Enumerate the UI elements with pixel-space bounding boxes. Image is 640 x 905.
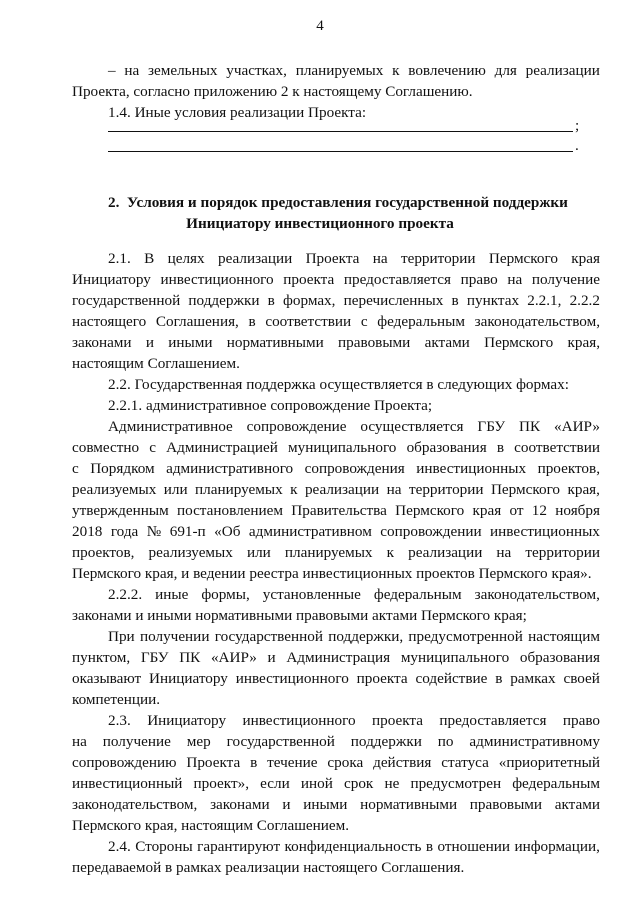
word: информации, xyxy=(514,838,600,855)
word: в xyxy=(451,292,459,309)
word: иной xyxy=(300,775,333,792)
p-admin-line-2 xyxy=(72,438,600,458)
word: содействие xyxy=(415,670,488,687)
word: на xyxy=(386,481,402,498)
word: законодательством, xyxy=(474,586,600,603)
page-number: 4 xyxy=(316,18,324,34)
word: к xyxy=(392,62,400,79)
word: своей xyxy=(563,670,600,687)
word: получении xyxy=(139,628,210,645)
word: иными xyxy=(303,796,348,813)
word: территории xyxy=(525,544,600,561)
word: иными xyxy=(168,334,213,351)
word: Стороны xyxy=(135,838,193,855)
p-2-4-line-1 xyxy=(108,837,600,857)
word: на xyxy=(72,733,87,750)
word: федеральным xyxy=(512,775,600,792)
word: получение xyxy=(102,733,171,750)
word: если xyxy=(260,775,290,792)
word: административному xyxy=(469,733,600,750)
word: края, xyxy=(567,481,600,498)
p-admin-line-4 xyxy=(72,480,600,500)
word: и xyxy=(145,334,154,351)
word: административного xyxy=(166,460,294,477)
word: статуса xyxy=(441,754,489,771)
word: федеральным xyxy=(377,313,465,330)
word: настоящего xyxy=(72,313,147,330)
word: территории xyxy=(400,250,476,267)
word: к xyxy=(290,481,298,498)
word: законами xyxy=(72,334,132,351)
word: в xyxy=(248,313,256,330)
word: правовыми xyxy=(469,796,543,813)
p-admin-line-1 xyxy=(108,417,600,437)
word: территории xyxy=(408,481,484,498)
item-1-4: 1.4. Иные условия реализации Проекта: xyxy=(108,104,367,121)
section-heading-line-2: Инициатору инвестиционного проекта xyxy=(186,215,454,232)
word: ПК xyxy=(179,649,201,666)
word: постановлением xyxy=(176,502,283,519)
word: государственной xyxy=(214,628,323,645)
word: на xyxy=(372,250,388,267)
word: не xyxy=(384,775,400,792)
p-2-2-line-1: 2.2. Государственная поддержка осуществляется в следующих формах: xyxy=(108,376,569,393)
word: Инициатору xyxy=(72,271,151,288)
word: конфиденциальность xyxy=(284,838,422,855)
word: Пермского xyxy=(395,502,465,519)
word: При xyxy=(108,628,135,645)
word: Проекта xyxy=(186,754,241,771)
p-admin-line-6 xyxy=(72,522,600,542)
word: «АИР» xyxy=(210,649,257,666)
word: предоставляется xyxy=(439,712,547,729)
word: федеральным xyxy=(373,586,462,603)
word: края xyxy=(472,502,502,519)
word: настоящим xyxy=(528,628,600,645)
p-2-1-line-2 xyxy=(72,270,600,290)
word: Проекта xyxy=(305,250,360,267)
word: право xyxy=(460,271,498,288)
word: инвестиционного xyxy=(242,712,356,729)
word: или xyxy=(246,544,271,561)
word: Административное xyxy=(108,418,233,435)
word: Соглашения, xyxy=(155,313,239,330)
p-2-2-1: 2.2.1. административное сопровождение Проекта; xyxy=(108,397,433,414)
word: в xyxy=(267,292,275,309)
word: в xyxy=(495,670,503,687)
word: № xyxy=(146,523,162,540)
word: Администрация xyxy=(286,649,391,666)
word: и xyxy=(282,796,291,813)
word: целях xyxy=(167,250,205,267)
word: «приоритетный xyxy=(498,754,600,771)
word: сопровождению xyxy=(72,754,177,771)
word: по xyxy=(437,733,454,750)
intro-line-1 xyxy=(108,61,600,81)
word: на xyxy=(507,271,523,288)
blank-line-2 xyxy=(108,151,573,152)
section-heading-line-1: 2. Условия и порядок предоставления государственной поддержки xyxy=(108,194,568,211)
p-admin-line-5 xyxy=(72,501,600,521)
word: с xyxy=(72,460,79,477)
word: Пермского xyxy=(490,481,561,498)
word: сопровождение xyxy=(246,418,347,435)
word: поддержки xyxy=(350,733,422,750)
word: инвестиционных xyxy=(490,523,600,540)
p-2-1-line-3 xyxy=(72,291,600,311)
word: сопровождения xyxy=(304,460,405,477)
word: 2.1. xyxy=(108,250,131,267)
word: реализуемых xyxy=(148,544,233,561)
word: пунктах xyxy=(466,292,520,309)
word: право xyxy=(562,712,600,729)
word: и xyxy=(267,649,276,666)
word: на xyxy=(124,62,140,79)
p-2-3-line-4 xyxy=(72,774,600,794)
word: с xyxy=(360,313,368,330)
word: поддержки xyxy=(188,292,260,309)
word: правовыми xyxy=(338,334,411,351)
word: законами xyxy=(210,796,270,813)
word: срока xyxy=(327,754,364,771)
word: в xyxy=(250,754,258,771)
blank-line-1-end: ; xyxy=(575,117,580,134)
word: проекта xyxy=(371,712,423,729)
p-2-3-line-2 xyxy=(72,732,600,752)
word: края xyxy=(571,250,600,267)
word: образования xyxy=(406,439,487,456)
word: в xyxy=(425,838,434,855)
p-2-2-2-line-2: законами и иными нормативными правовыми актами Пермского края; xyxy=(72,607,527,624)
word: 2.2.2 xyxy=(569,292,600,309)
word: для xyxy=(494,62,517,79)
word: пунктом, xyxy=(72,649,131,666)
word: года xyxy=(110,523,139,540)
word: инвестиционных xyxy=(416,460,527,477)
word: «Об xyxy=(214,523,241,540)
word: участках, xyxy=(226,62,287,79)
word: или xyxy=(163,481,188,498)
word: получение xyxy=(531,271,600,288)
word: проект», xyxy=(193,775,249,792)
word: предусмотрен xyxy=(410,775,502,792)
word: планируемых xyxy=(284,544,373,561)
word: отношении xyxy=(437,838,511,855)
word: вовлечению xyxy=(408,62,486,79)
word: Порядком xyxy=(90,460,155,477)
word: края, xyxy=(567,334,600,351)
word: актами xyxy=(554,796,600,813)
word: 2.3. xyxy=(108,712,131,729)
word: нормативными xyxy=(226,334,324,351)
p-2-1-line-6: настоящим Соглашением. xyxy=(72,355,240,372)
word: законодательством, xyxy=(72,796,198,813)
word: реализации xyxy=(217,250,293,267)
word: 691-п xyxy=(169,523,206,540)
word: – xyxy=(108,62,116,79)
word: ПК xyxy=(519,418,541,435)
p-admin-line-3 xyxy=(72,459,600,479)
word: реализуемых xyxy=(72,481,157,498)
word: Инициатору xyxy=(149,670,228,687)
word: сопровождении xyxy=(380,523,482,540)
word: Пермского xyxy=(484,334,554,351)
word: поддержки, xyxy=(328,628,404,645)
word: формы, xyxy=(201,586,250,603)
word: 2.2.1, xyxy=(527,292,562,309)
intro-line-2: Проекта, согласно приложению 2 к настоящему Соглашению. xyxy=(72,83,473,100)
word: «АИР» xyxy=(554,418,600,435)
word: 2.4. xyxy=(108,838,131,855)
word: инвестиционного xyxy=(160,271,274,288)
word: ГБУ xyxy=(477,418,506,435)
word: перечисленных xyxy=(343,292,444,309)
word: законодательством, xyxy=(474,313,600,330)
word: соответствии xyxy=(514,439,600,456)
word: формах, xyxy=(283,292,336,309)
word: ГБУ xyxy=(140,649,169,666)
word: реализации xyxy=(525,62,600,79)
word: Правительства xyxy=(291,502,387,519)
blank-line-2-end: . xyxy=(575,137,579,154)
word: Инициатору xyxy=(147,712,227,729)
word: реализации xyxy=(304,481,380,498)
blank-line-1 xyxy=(108,131,573,132)
p-support-line-1 xyxy=(108,627,600,647)
word: проектов, xyxy=(72,544,135,561)
word: мер xyxy=(186,733,211,750)
word: соответствии xyxy=(265,313,352,330)
word: муниципального xyxy=(288,439,397,456)
word: 2.2.2. xyxy=(108,586,143,603)
word: совместно xyxy=(72,439,140,456)
word: государственной xyxy=(226,733,335,750)
word: Администрацией xyxy=(166,439,278,456)
p-2-3-line-5 xyxy=(72,795,600,815)
word: к xyxy=(386,544,394,561)
word: государственной xyxy=(72,292,181,309)
word: инвестиционного xyxy=(235,670,349,687)
p-2-2-2-line-1 xyxy=(108,585,600,605)
word: планируемых xyxy=(295,62,384,79)
p-support-line-2 xyxy=(72,648,600,668)
word: проекта xyxy=(283,271,335,288)
word: проектов, xyxy=(537,460,600,477)
word: предоставляется xyxy=(343,271,451,288)
word: с xyxy=(149,439,156,456)
word: инвестиционный xyxy=(72,775,183,792)
word: Пермского xyxy=(488,250,558,267)
word: актами xyxy=(424,334,470,351)
word: срок xyxy=(343,775,374,792)
word: проекта xyxy=(356,670,408,687)
word: действия xyxy=(373,754,432,771)
word: 12 xyxy=(531,502,547,519)
p-admin-line-8: Пермского края, и ведении реестра инвестиционных проектов Пермского края». xyxy=(72,565,592,582)
word: течение xyxy=(267,754,318,771)
word: планируемых xyxy=(195,481,283,498)
word: осуществляется xyxy=(360,418,464,435)
p-2-3-line-1 xyxy=(108,711,600,731)
word: гарантируют xyxy=(197,838,281,855)
word: ноября xyxy=(555,502,600,519)
word: нормативными xyxy=(360,796,458,813)
word: административном xyxy=(248,523,372,540)
p-admin-line-7 xyxy=(72,543,600,563)
p-2-4-line-2: передаваемой в рамках реализации настоящего Соглашения. xyxy=(72,859,465,876)
word: рамках xyxy=(510,670,556,687)
word: от xyxy=(509,502,524,519)
word: муниципального xyxy=(400,649,510,666)
p-2-1-line-1 xyxy=(108,249,600,269)
word: в xyxy=(496,439,505,456)
word: оказывают xyxy=(72,670,142,687)
word: иные xyxy=(155,586,189,603)
word: В xyxy=(144,250,155,267)
p-2-1-line-4 xyxy=(72,312,600,332)
p-2-1-line-5 xyxy=(72,333,600,353)
word: 2018 xyxy=(72,523,103,540)
word: реализации xyxy=(408,544,483,561)
word: предусмотренной xyxy=(408,628,523,645)
p-2-3-line-6: Пермского края, настоящим Соглашением. xyxy=(72,817,350,834)
word: утвержденным xyxy=(72,502,169,519)
word: образования xyxy=(519,649,600,666)
word: установленные xyxy=(262,586,361,603)
p-2-3-line-3 xyxy=(72,753,600,773)
p-support-line-4: компетенции. xyxy=(72,691,161,708)
word: на xyxy=(496,544,512,561)
p-support-line-3 xyxy=(72,669,600,689)
word: земельных xyxy=(148,62,218,79)
